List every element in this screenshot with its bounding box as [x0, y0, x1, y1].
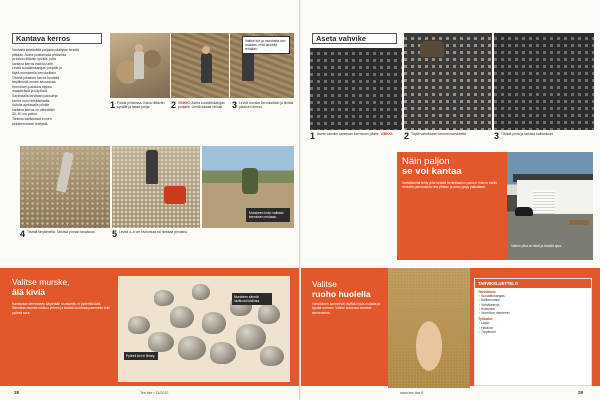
checklist-item: ▪ Nurmikon siemenet	[475, 311, 591, 315]
seed-photo	[388, 268, 470, 388]
intro-line: ja kaiva riittävän syvälle, jotta	[12, 57, 56, 62]
intro-line: Levitä suodatinkangas pohjalle ja	[12, 66, 62, 71]
left-page-title: Kantava kerros	[12, 33, 102, 44]
stone-label-bottom: Pyöreä kivi ei tiivisty.	[124, 352, 158, 360]
intro-line: Vanhalla kestävällä pohjalla päällyste kestää	[12, 48, 79, 52]
right-step-2-caption: 2 Täytä vahvikkeen kennot murskeella.	[404, 131, 467, 141]
right-page-number: 29	[578, 390, 584, 395]
intro-line: täryttimellä ennen seuraavaa.	[12, 80, 57, 85]
step-4-photo	[20, 146, 110, 228]
intro-line: Kerroksen paksuus riippuu	[12, 84, 53, 89]
material-checklist	[474, 278, 592, 386]
garage-caption: Valmis piha on siisti ja kestää ajoa.	[511, 244, 562, 248]
grass-text: Vahvikkeen kennot voi täyttää myös mullalla ja kylvää nurmen. Valitse kulutusta kestävä siemenseos.	[312, 302, 380, 315]
checklist-tool-item: ▪ Täryttimet	[475, 330, 591, 334]
checklist-sub-2: Työkalut	[478, 317, 493, 322]
right-footer: www.tee-itse.fi	[400, 391, 424, 395]
intro-line: Autolla ajettavalle pihalle	[12, 103, 50, 108]
checklist-tool-item: ▪ Haravat	[475, 326, 591, 330]
intro-line: maaperästä ja käytöstä.	[12, 89, 48, 94]
tip-top: Valitse kivi ja mursketta sen mukaan, mitä alueella tehdään.	[242, 36, 290, 54]
step-1-caption: 1 Poista pintamaa. Kaiva riittävän syvälle ja tasaa pohja.	[110, 100, 165, 110]
band-title: Valitse murske, älä kiviä	[12, 277, 70, 297]
stones-photo	[118, 276, 290, 382]
load-capacity-box: Näin paljon se voi kantaa Vahvikkeella tehty piha kestää henkilöauton painon. Kenno estää renkaita painamasta uria pihaan ja sora pysyy paikallaan.	[397, 152, 507, 260]
intro-line: 30–40 cm paksu.	[12, 112, 38, 117]
intro-line: kerros kuin hiekkamaalla.	[12, 98, 51, 103]
step-1-photo	[110, 33, 170, 98]
grass-title: Valitse ruoho huolella	[312, 279, 371, 299]
step-5-caption: 5 Levitä 4–5 cm kivituhkaa tai hiekkaa pinnaksi.	[112, 229, 188, 239]
intro-line: Tiivistä jokainen kerros huolella	[12, 75, 59, 80]
intro-text	[12, 48, 104, 126]
tip-mid: Murskeen koko valitaan kerroksen mukaan.	[246, 208, 290, 222]
intro-line: täytä murskeella kerroksittain.	[12, 70, 57, 75]
step-4-caption: 4 Tiivistä täryttimellä. Tarkista pinnan tasaisuus.	[20, 229, 96, 239]
right-step-3-caption: 3 Tiivistä pinta ja tarkista kallistukset.	[494, 131, 554, 141]
stone-label-top: Murskeen särmät lukittuvat toisiinsa.	[232, 293, 272, 305]
checklist-heading: TARVIKELUETTELO	[475, 279, 591, 288]
grid-photo-3	[494, 33, 594, 130]
checklist-sub-1: Tarvikkeet	[478, 290, 496, 294]
right-page-title: Aseta vahvike	[312, 33, 397, 44]
checklist-item: ▪ Kalliomurske	[475, 298, 591, 302]
step-5-photo	[112, 146, 200, 228]
intro-line: pintakerroksen levitystä.	[12, 121, 49, 126]
intro-line: kantava kerros on vähintään	[12, 107, 55, 112]
grid-photo-1	[310, 48, 402, 130]
checklist-item: ▪ Vahvikelevyt	[475, 303, 591, 307]
grid-photo-2	[404, 33, 492, 130]
band-text: Kantavaan kerrokseen käytetään mursketta, ei pyöreitä kiviä. Särmikäs murske lukittuu yhteen ja kestää kuormaa paremmin kuin pyöreä sora.	[12, 302, 111, 315]
checklist-item: ▪ Kivituhka	[475, 307, 591, 311]
checklist-tool-item: ▪ Lapio	[475, 321, 591, 325]
intro-line: kantava kerros mahtuu alle.	[12, 61, 54, 66]
left-page-number: 28	[14, 390, 20, 395]
intro-line: Tarkista kallistukset ennen	[12, 116, 52, 121]
left-footer: Tee itse • 11/2012	[140, 391, 169, 395]
step-2-photo	[171, 33, 229, 98]
step-3-caption: 3 Levitä murske kerroksittain ja tiivistä jokainen kerros.	[232, 100, 294, 110]
step-2-caption: 2 VINKKI: Aseta suodatinkangas pohjalle. Limitä kaistat reilusti.	[171, 100, 225, 110]
checklist-item: ▪ Suodatinkangas	[475, 294, 591, 298]
intro-line: pitkään. Aloita poistamalla pintamaa	[12, 52, 67, 57]
right-step-1-caption: 1 Aseta vahvike kantavan kerroksen päälle. VINKKI:	[310, 131, 394, 141]
intro-line: Savimaalla tarvitaan paksumpi	[12, 93, 58, 98]
garage-photo	[507, 152, 593, 260]
